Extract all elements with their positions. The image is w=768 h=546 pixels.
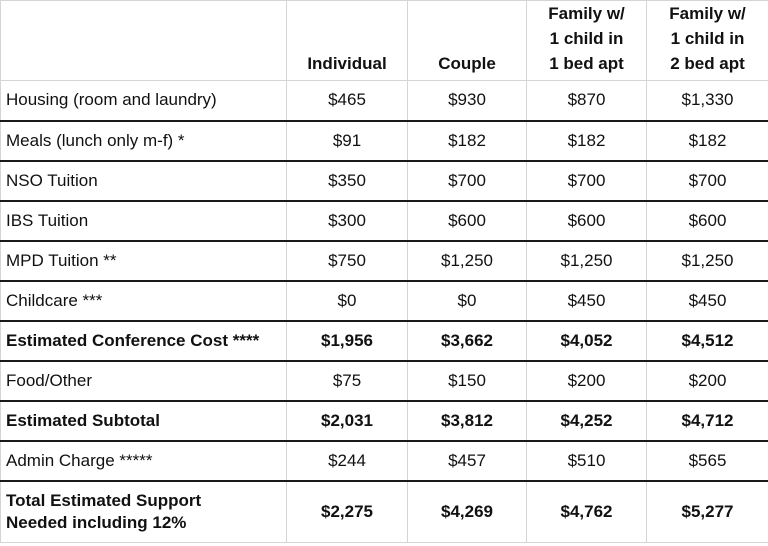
table-row [1,441,768,481]
cell-couple: $457 [408,441,527,481]
cell-couple: $182 [408,121,527,161]
cell-couple: $0 [408,281,527,321]
cell-couple: $150 [408,361,527,401]
cell-family-2-bed: $182 [647,121,768,161]
cell-family-1-bed: $182 [527,121,647,161]
table-row-subtotal [1,401,768,441]
cell-couple: $1,250 [408,241,527,281]
row-label: Meals (lunch only m-f) * [1,121,287,161]
cell-individual: $75 [287,361,408,401]
header-cell-family-2-bed: Family w/ 1 child in 2 bed apt [647,1,768,81]
cell-family-1-bed: $870 [527,81,647,121]
cell-family-2-bed: $1,330 [647,81,768,121]
table-row [1,121,768,161]
row-label: Estimated Subtotal [1,401,287,441]
cell-family-1-bed: $700 [527,161,647,201]
row-label: Food/Other [1,361,287,401]
cell-family-1-bed: $200 [527,361,647,401]
row-label: Admin Charge ***** [1,441,287,481]
table-row-grand-total [1,481,768,543]
cell-family-2-bed: $1,250 [647,241,768,281]
cell-family-2-bed: $700 [647,161,768,201]
cell-family-2-bed: $4,512 [647,321,768,361]
header-cell-individual: Individual [287,1,408,81]
header-cell-couple: Couple [408,1,527,81]
cell-couple: $930 [408,81,527,121]
cell-family-1-bed: $4,762 [527,481,647,543]
table-row-total-conference [1,321,768,361]
cell-family-2-bed: $450 [647,281,768,321]
cell-family-2-bed: $200 [647,361,768,401]
row-label: Total Estimated Support Needed including 12% [1,481,287,543]
cell-individual: $300 [287,201,408,241]
row-label: IBS Tuition [1,201,287,241]
header-row [1,1,768,81]
row-label: Estimated Conference Cost **** [1,321,287,361]
header-cell-corner [1,1,287,81]
row-label: Housing (room and laundry) [1,81,287,121]
cell-couple: $4,269 [408,481,527,543]
cell-individual: $244 [287,441,408,481]
cell-individual: $1,956 [287,321,408,361]
table-row [1,361,768,401]
cell-family-2-bed: $5,277 [647,481,768,543]
table-row [1,281,768,321]
cell-family-1-bed: $4,252 [527,401,647,441]
cell-family-1-bed: $4,052 [527,321,647,361]
cell-family-2-bed: $4,712 [647,401,768,441]
cell-individual: $0 [287,281,408,321]
table-row [1,81,768,121]
cell-family-1-bed: $510 [527,441,647,481]
header-cell-family-1-bed: Family w/ 1 child in 1 bed apt [527,1,647,81]
cell-individual: $2,275 [287,481,408,543]
cell-couple: $600 [408,201,527,241]
table-row [1,201,768,241]
cell-individual: $350 [287,161,408,201]
cell-family-1-bed: $450 [527,281,647,321]
cell-family-2-bed: $600 [647,201,768,241]
row-label: Childcare *** [1,281,287,321]
cell-couple: $3,662 [408,321,527,361]
cell-individual: $750 [287,241,408,281]
cell-individual: $465 [287,81,408,121]
cell-couple: $700 [408,161,527,201]
cell-family-2-bed: $565 [647,441,768,481]
row-label: MPD Tuition ** [1,241,287,281]
cell-family-1-bed: $600 [527,201,647,241]
cell-family-1-bed: $1,250 [527,241,647,281]
cell-couple: $3,812 [408,401,527,441]
cell-individual: $91 [287,121,408,161]
table-row [1,241,768,281]
cell-individual: $2,031 [287,401,408,441]
row-label: NSO Tuition [1,161,287,201]
table-row [1,161,768,201]
